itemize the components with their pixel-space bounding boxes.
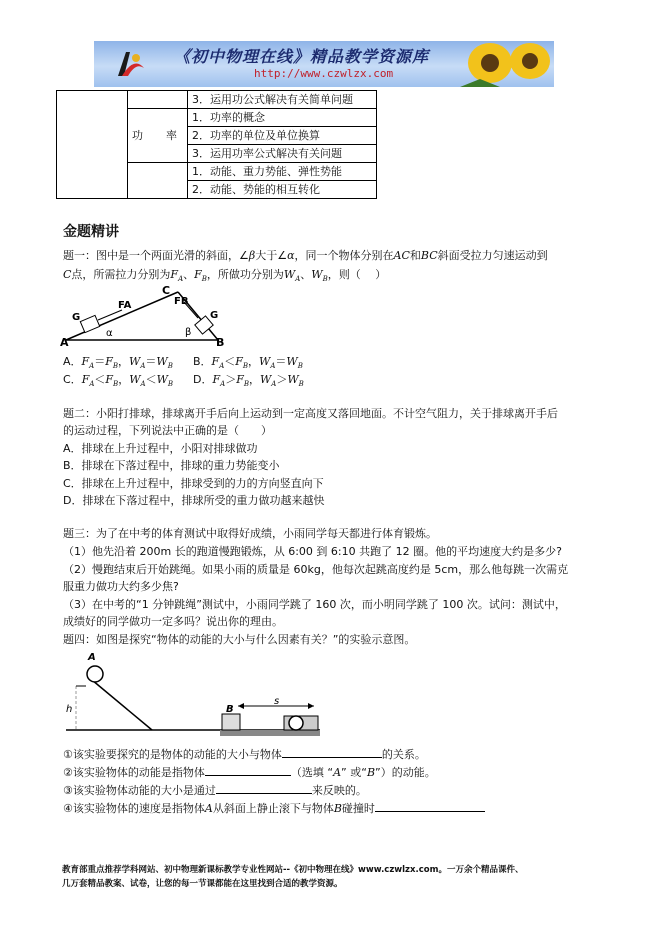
table-cell: 3．运用功率公式解决有关问题: [188, 145, 377, 163]
answer-blank[interactable]: [282, 746, 382, 758]
label-a: A: [60, 336, 69, 348]
q3-line2: （1）他先沿着 200m 长的跑道慢跑锻炼，从 6:00 到 6:10 共跑了 12 圈。他的平均速度大约是多少?: [63, 545, 562, 558]
table-cell: [57, 91, 128, 199]
section-title: 金题精讲: [63, 224, 119, 240]
q1-option-c[interactable]: C．$F_A<F_B$，$W_A<W_B$: [63, 373, 174, 389]
answer-blank[interactable]: [375, 800, 485, 812]
sunflower-icon: [460, 41, 550, 87]
ramp: [92, 680, 152, 730]
banner-url[interactable]: http://www.czwlzx.com: [254, 67, 394, 80]
knowledge-table: [56, 90, 377, 199]
footer-line-2: 几万套精品教案、试卷，让您的每一节课都能在这里找到合适的教学资源。: [62, 879, 343, 889]
q2-option-a[interactable]: A．排球在上升过程中，小阳对排球做功: [63, 442, 258, 455]
label-b: B: [226, 704, 234, 715]
table-cell: 2．动能、势能的相互转化: [188, 181, 377, 199]
q2-option-b[interactable]: B．排球在下落过程中，排球的重力势能变小: [63, 459, 280, 472]
incline-figure: [60, 284, 230, 348]
table-cell: [128, 91, 188, 109]
q3-line6: 成绩好的同学做功一定多吗？说出你的理由。: [63, 615, 283, 628]
q4-statement-2: ②该实验物体的动能是指物体 （选填 “A” 或“B”）的动能。: [63, 766, 436, 779]
label-fb: FB: [174, 296, 189, 307]
table-cell: 1．动能、重力势能、弹性势能: [188, 163, 377, 181]
q1-line2: C点，所需拉力分别为$F_A$、$F_B$，所做功分别为$W_A$、$W_B$，则（ ）: [63, 268, 387, 284]
q4-statement-3: ③该实验物体动能的大小是通过 来反映的。: [63, 784, 367, 797]
table-cell: 2．功率的单位及单位换算: [188, 127, 377, 145]
q3-line4: 服重力做功大约多少焦?: [63, 580, 179, 593]
answer-blank[interactable]: [216, 782, 312, 794]
ball-a: [87, 666, 103, 682]
q2-option-d[interactable]: D．排球在下落过程中，排球所受的重力做功越来越快: [63, 494, 325, 507]
label-s: s: [274, 696, 280, 707]
table-cell: 1．功率的概念: [188, 109, 377, 127]
kinetic-energy-figure: [62, 650, 324, 736]
answer-blank[interactable]: [205, 764, 291, 776]
label-c: C: [162, 284, 171, 297]
q3-line3: （2）慢跑结束后开始跳绳。如果小雨的质量是 60kg，他每次起跳高度约是 5cm，那么他每跳一次需克: [63, 563, 569, 576]
block-a: [80, 315, 99, 332]
ball-at-block: [289, 716, 303, 730]
q1-option-d[interactable]: D．$F_A>F_B$，$W_A>W_B$: [193, 373, 304, 389]
q4-line1: 题四：如图是探究“物体的动能的大小与什么因素有关？”的实验示意图。: [63, 633, 416, 646]
table-row: [57, 91, 377, 109]
block-b: [222, 714, 240, 730]
label-g-left: G: [72, 312, 81, 323]
label-a: A: [88, 652, 96, 663]
label-alpha: α: [106, 328, 113, 339]
q2-line1: 题二：小阳打排球，排球离开手后向上运动到一定高度又落回地面。不计空气阻力，关于排球离开手后: [63, 407, 558, 420]
label-fa: FA: [118, 300, 132, 311]
q3-line1: 题三：为了在中考的体育测试中取得好成绩，小雨同学每天都进行体育锻炼。: [63, 527, 437, 540]
banner-title: 《初中物理在线》精品教学资源库: [174, 47, 430, 66]
label-g-right: G: [210, 310, 219, 321]
power-label: 功 率: [128, 109, 188, 163]
q4-statement-1: ①该实验要探究的是物体的动能的大小与物体 的关系。: [63, 748, 426, 761]
q2-line2: 的运动过程，下列说法中正确的是（ ）: [63, 424, 272, 437]
label-beta: β: [185, 327, 192, 338]
force-a-arrow: [98, 310, 122, 320]
page-footer: [62, 863, 523, 891]
table-cell: 3．运用功公式解决有关简单问题: [188, 91, 377, 109]
label-b: B: [216, 336, 225, 348]
q1-option-b[interactable]: B．$F_A<F_B$，$W_A=W_B$: [193, 355, 303, 371]
table-cell: [128, 163, 188, 199]
header-banner: [94, 41, 554, 87]
footer-line-1: 教育部重点推荐学科网站、初中物理新课标教学专业性网站--《初中物理在线》www.czwlzx.com。一万余个精品课件、: [62, 865, 524, 875]
q4-statement-4: ④该实验物体的速度是指物体A从斜面上静止滚下与物体B碰撞时: [63, 800, 485, 816]
q2-option-c[interactable]: C．排球在上升过程中，排球受到的力的方向竖直向下: [63, 477, 324, 490]
q1-option-a[interactable]: A．$F_A=F_B$，$W_A=W_B$: [63, 355, 173, 371]
q3-line5: （3）在中考的“1 分钟跳绳”测试中，小雨同学跳了 160 次，而小明同学跳了 100 次。试问：测试中，: [63, 598, 566, 611]
site-logo-icon: [112, 46, 148, 82]
ground-hatch: [220, 730, 320, 736]
label-h: h: [66, 704, 73, 715]
q1-line1: 题一：图中是一个两面光滑的斜面，∠β大于∠α，同一个物体分别在AC和BC斜面受拉力匀速运动到: [63, 249, 548, 262]
